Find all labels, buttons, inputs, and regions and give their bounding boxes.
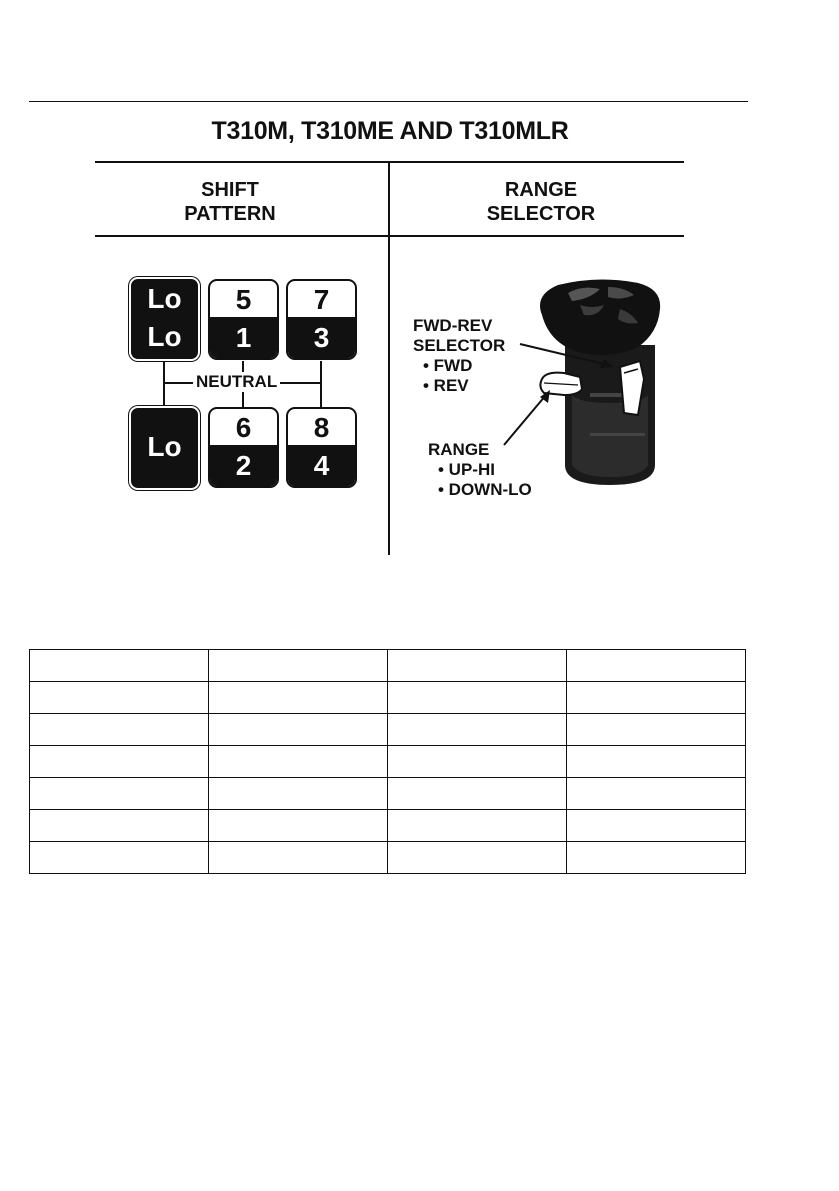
table-cell xyxy=(209,682,388,714)
shift-pattern-header-line2: PATTERN xyxy=(184,203,276,225)
range-selector-header-line1: RANGE xyxy=(504,179,578,201)
neutral-label: NEUTRAL xyxy=(193,372,280,392)
gear-label-4: 4 xyxy=(288,445,355,486)
table-cell xyxy=(388,682,567,714)
gear-label-8: 8 xyxy=(313,412,330,443)
table-cell xyxy=(567,778,746,810)
table-cell xyxy=(388,746,567,778)
table-cell xyxy=(567,682,746,714)
shift-pattern-header-line1: SHIFT xyxy=(201,179,259,201)
page-title: T310M, T310ME AND T310MLR xyxy=(211,117,569,145)
blank-table xyxy=(29,649,746,874)
lo-connector xyxy=(163,359,165,407)
table-cell xyxy=(30,682,209,714)
gear-label-lo: Lo xyxy=(147,431,182,462)
table-cell xyxy=(567,714,746,746)
up-hi-option: • UP-HI xyxy=(438,460,495,479)
rev-option: • REV xyxy=(423,376,469,395)
table-row xyxy=(30,842,746,874)
fwd-rev-selector-label xyxy=(413,316,505,396)
gear-label-1: 1 xyxy=(210,317,277,358)
table-cell xyxy=(567,842,746,874)
gear-label-lo-top: Lo xyxy=(147,283,182,314)
table-cell xyxy=(30,746,209,778)
range-selector-header xyxy=(461,178,621,226)
table-cell xyxy=(30,810,209,842)
table-cell xyxy=(567,650,746,682)
table-cell xyxy=(30,714,209,746)
table-row xyxy=(30,746,746,778)
table-cell xyxy=(388,650,567,682)
table-cell xyxy=(30,778,209,810)
shift-pattern-header xyxy=(150,178,310,226)
table-cell xyxy=(567,810,746,842)
table-cell xyxy=(209,650,388,682)
gear-cell-lo xyxy=(129,406,200,490)
fwd-rev-label-line1: FWD-REV xyxy=(413,316,493,335)
table-cell xyxy=(388,842,567,874)
table-row xyxy=(30,810,746,842)
gear-cell-5-1 xyxy=(208,279,279,360)
range-selector-header-line2: SELECTOR xyxy=(486,203,596,225)
fwd-rev-label-line2: SELECTOR xyxy=(413,336,506,355)
pointer-arrows xyxy=(490,335,630,455)
gear-label-lo-bottom: Lo xyxy=(147,321,182,352)
table-cell xyxy=(30,842,209,874)
table-cell xyxy=(209,746,388,778)
gear-cell-6-2 xyxy=(208,407,279,488)
range-label: RANGE xyxy=(428,440,490,459)
table-cell xyxy=(388,714,567,746)
table-cell xyxy=(388,778,567,810)
column-divider xyxy=(388,163,390,555)
table-row xyxy=(30,682,746,714)
gear-cell-7-3 xyxy=(286,279,357,360)
gear-label-3: 3 xyxy=(288,317,355,358)
table-row xyxy=(30,714,746,746)
table-cell xyxy=(209,714,388,746)
blank-table-body xyxy=(30,650,746,874)
gear-label-7: 7 xyxy=(313,284,330,315)
table-cell xyxy=(567,746,746,778)
table-cell xyxy=(388,810,567,842)
table-cell xyxy=(30,650,209,682)
gear-7-8-connector xyxy=(320,361,322,407)
gear-cell-8-4 xyxy=(286,407,357,488)
gear-label-6: 6 xyxy=(235,412,252,443)
gear-label-2: 2 xyxy=(210,445,277,486)
table-cell xyxy=(209,810,388,842)
table-row xyxy=(30,778,746,810)
table-cell xyxy=(209,778,388,810)
top-rule xyxy=(29,101,748,102)
table-row xyxy=(30,650,746,682)
fwd-option: • FWD xyxy=(423,356,473,375)
range-label-group xyxy=(428,440,532,500)
gear-cell-lo-lo xyxy=(129,277,200,361)
gear-label-5: 5 xyxy=(235,284,252,315)
table-cell xyxy=(209,842,388,874)
down-lo-option: • DOWN-LO xyxy=(438,480,532,499)
